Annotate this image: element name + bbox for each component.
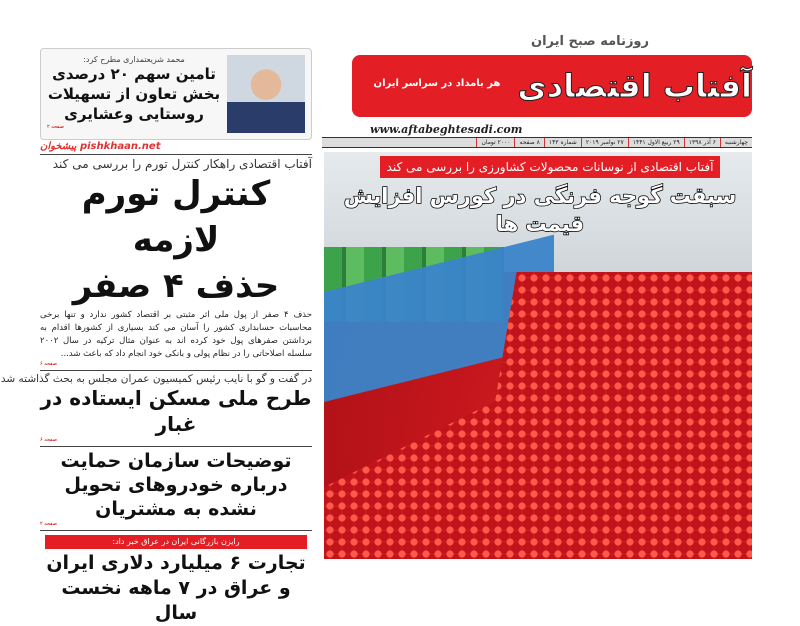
story2-headline[interactable]: طرح ملی مسکن ایستاده در غبار <box>40 386 312 436</box>
feature-title[interactable]: تامین سهم ۲۰ درصدی بخش تعاون از تسهیلات روستایی وعشایری <box>47 65 221 123</box>
left-column <box>0 48 312 626</box>
watermark: پیشخوان pishkhaan.net <box>40 141 161 152</box>
newspaper-logo: آفتاب اقتصادی <box>517 67 752 105</box>
story4-kicker: رایزن بازرگانی ایران در عراق خبر داد: <box>45 535 307 549</box>
tagline-band: هر بامداد در سراسر ایران <box>373 78 501 89</box>
date-weekday: چهارشنبه <box>720 138 752 147</box>
feature-box[interactable] <box>40 48 312 140</box>
main-kicker: آفتاب اقتصادی از نوسانات محصولات کشاورزی را بررسی می کند <box>380 156 720 178</box>
lead-page-ref: صفحه ۶ <box>40 361 57 367</box>
divider <box>40 446 312 447</box>
page-count: ۸ صفحه <box>514 138 543 147</box>
feature-kicker: محمد شریعتمداری مطرح کرد: <box>83 55 185 64</box>
main-headline[interactable]: سبقت گوجه فرنگی در کورس افزایش قیمت ها <box>343 184 737 236</box>
date-gregorian: ۲۷ نوامبر ۲۰۱۹ <box>581 138 628 147</box>
feature-page-ref: صفحه ۲ <box>47 124 64 130</box>
story2-page-ref: صفحه ۶ <box>40 437 57 443</box>
lead-headline-2[interactable]: حذف ۴ صفر <box>72 266 280 306</box>
story3-headline[interactable]: توضیحات سازمان حمایت درباره خودروهای تحویل نشده به مشتریان <box>60 450 292 520</box>
date-bar <box>322 137 752 148</box>
divider <box>40 154 312 155</box>
divider <box>40 370 312 371</box>
feature-text <box>47 55 221 133</box>
issue-number: شماره ۱۴۳ <box>544 138 581 147</box>
website-url[interactable]: www.aftabeghtesadi.com <box>370 123 523 136</box>
story2-kicker: در گفت و گو با نایب رئیس کمیسیون عمران مجلس به بحث گذاشته شد <box>0 373 312 385</box>
date-hijri: ۲۹ ربیع الاول ۱۴۴۱ <box>628 138 684 147</box>
tagline-top: روزنامه صبح ایران <box>530 34 649 49</box>
feature-photo <box>227 55 305 133</box>
story4-headline[interactable]: تجارت ۶ میلیارد دلاری ایران و عراق در ۷ ماهه نخست سال <box>46 552 306 624</box>
story3-page-ref: صفحه ۲ <box>40 521 57 527</box>
lead-body: حذف ۴ صفر از پول ملی اثر مثبتی بر اقتصاد کشور ندارد و تنها برخی محاسبات حسابداری کشور را آسان می کند بسیاری از کشورها اقدام به برداشتن صفرهای پول خود کرده اند به عنوان مثال ترکیه در سال ۲۰۰۲ سلسله اصلاحاتی را در نظام پولی و بانکی خود انجام داد که باعث شد... <box>40 310 312 359</box>
divider <box>40 530 312 531</box>
lead-headline-1[interactable]: کنترل تورم لازمه <box>81 174 271 260</box>
date-persian: ۶ آذر ۱۳۹۸ <box>684 138 720 147</box>
price: ۲۰۰۰ تومان <box>476 138 514 147</box>
lead-kicker: آفتاب اقتصادی راهکار کنترل تورم را بررسی می کند <box>52 157 312 171</box>
